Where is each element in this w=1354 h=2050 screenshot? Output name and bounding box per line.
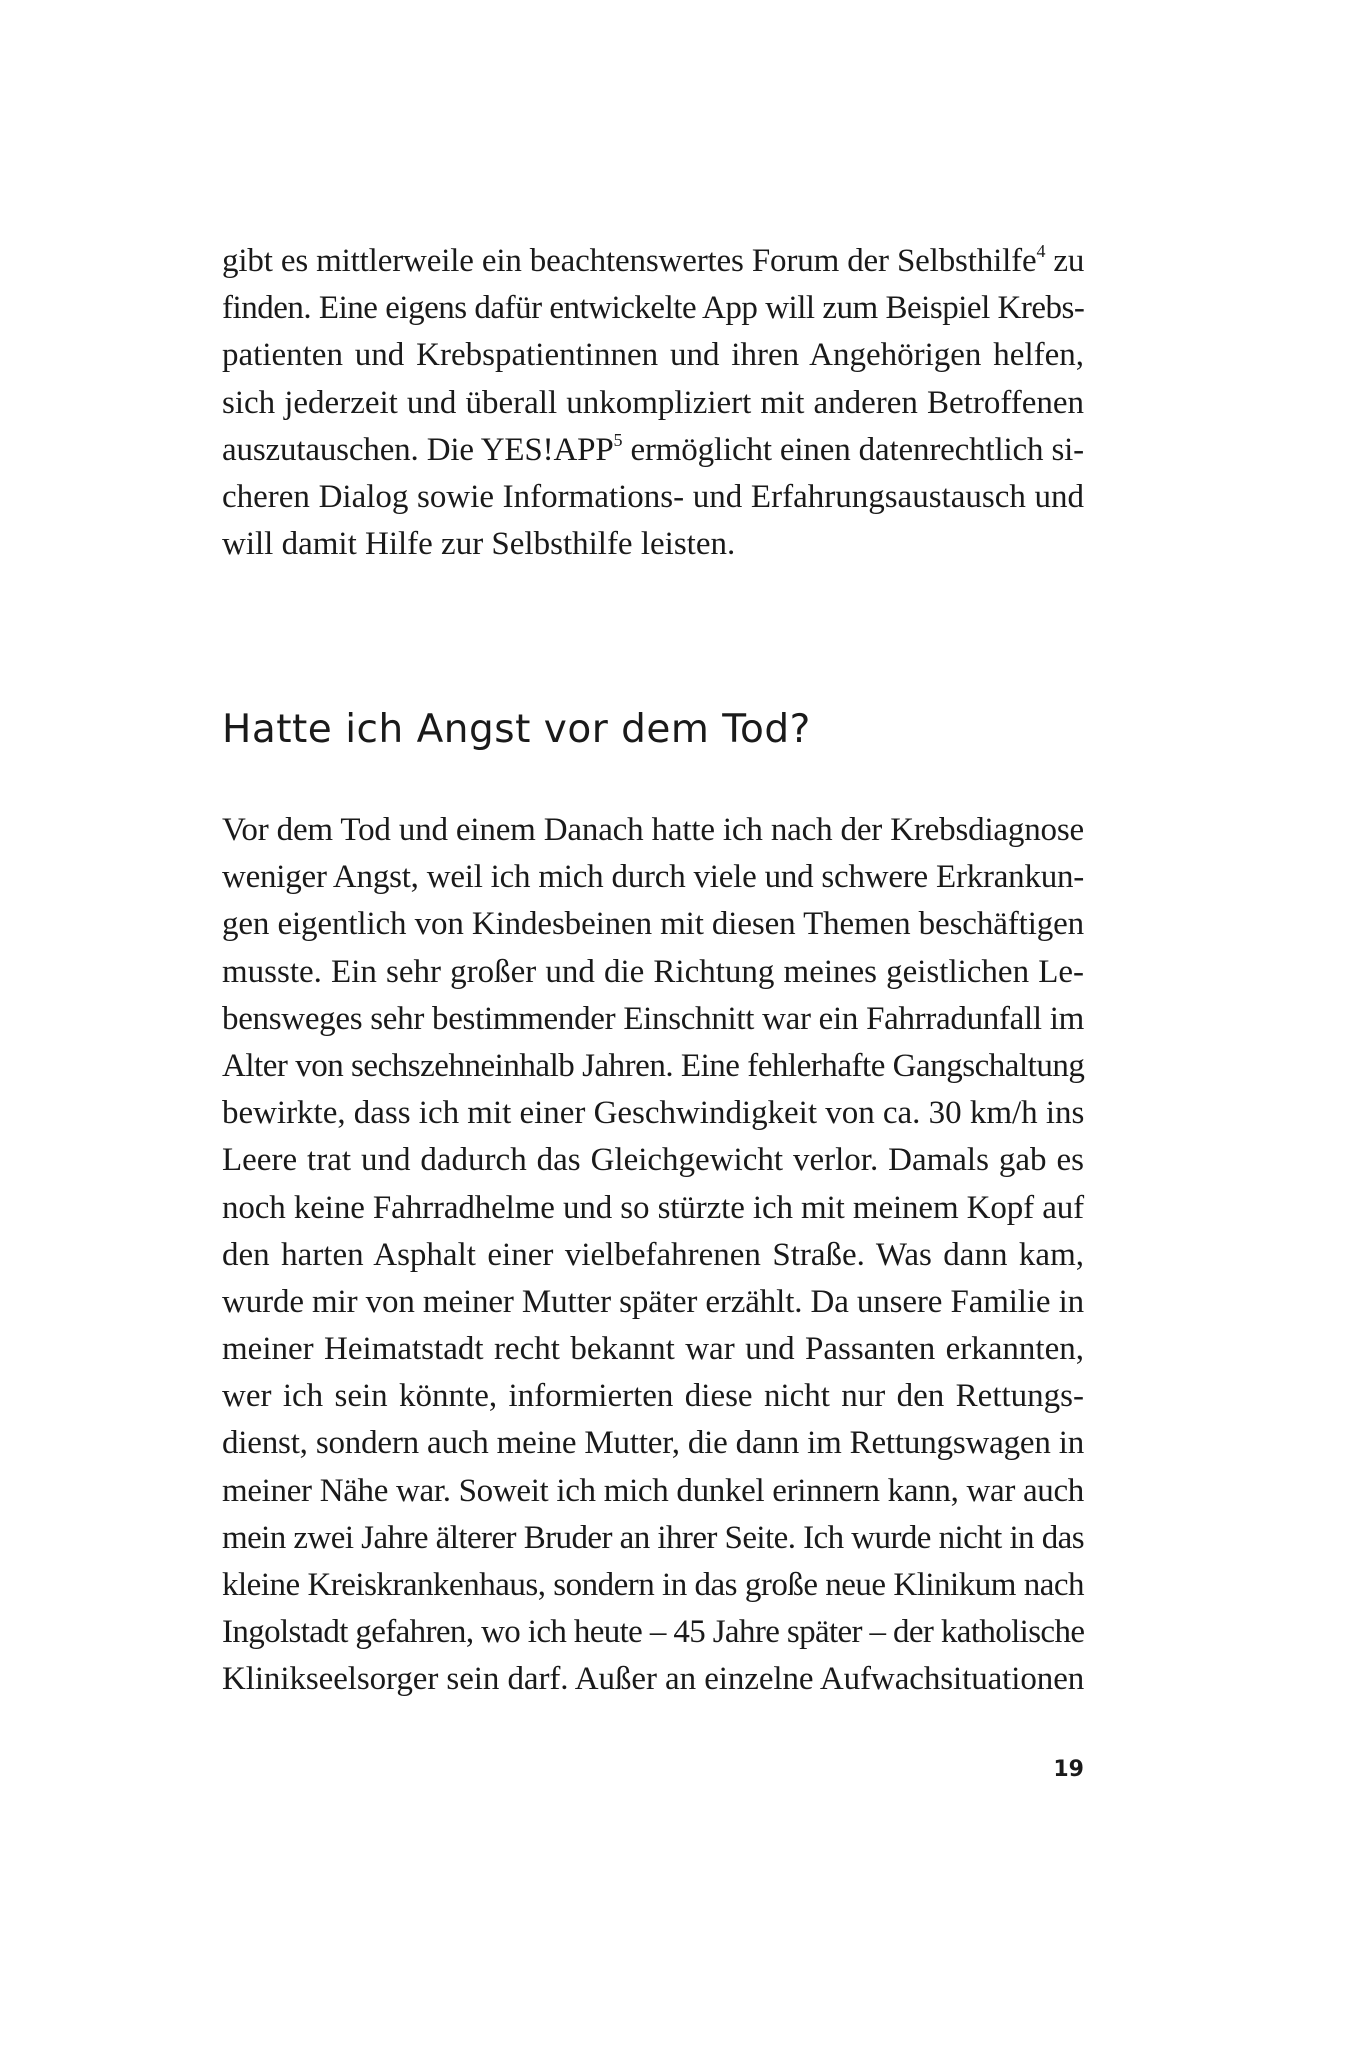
footnote-marker: 5 (613, 429, 623, 450)
text-line: Vor dem Tod und einem Danach hatte ich nach der Krebsdiagnose (222, 812, 1084, 848)
page-number: 19 (1053, 1757, 1084, 1782)
text-line: mein zwei Jahre älterer Bruder an ihrer Seite. Ich wurde nicht in das (222, 1519, 1084, 1556)
text-line: finden. Eine eigens dafür entwickelte App will zum Beispiel Krebs- (222, 290, 1085, 327)
text-line: wer ich sein könnte, informierten diese nicht nur den Rettungs- (222, 1378, 1084, 1415)
text-line: gen eigentlich von Kindesbeinen mit diesen Themen beschäftigen (222, 906, 1085, 943)
text-line: kleine Kreiskrankenhaus, sondern in das große neue Klinikum nach (222, 1567, 1084, 1603)
text-line: Ingolstadt gefahren, wo ich heute – 45 Jahre später – der katholische (222, 1614, 1085, 1651)
paragraph-angst-vor-dem-tod (222, 807, 1084, 1704)
text-line: will damit Hilfe zur Selbsthilfe leisten. (222, 526, 736, 563)
text-line: musste. Ein sehr großer und die Richtung meines geistlichen Le- (222, 953, 1084, 990)
text-line: patienten und Krebspatientinnen und ihren Angehörigen helfen, (222, 337, 1084, 374)
text-line: noch keine Fahrradhelme und so stürzte ich mit meinem Kopf auf (222, 1189, 1084, 1226)
text-line: den harten Asphalt einer vielbefahrenen Straße. Was dann kam, (222, 1236, 1084, 1273)
text-line: bensweges sehr bestimmender Einschnitt war ein Fahrradunfall im (222, 1000, 1084, 1037)
text-line: Leere trat und dadurch das Gleichgewicht verlor. Damals gab es (222, 1142, 1084, 1179)
text-line: sich jederzeit und überall unkompliziert mit anderen Betroffenen (222, 384, 1084, 421)
footnote-marker: 4 (1036, 241, 1046, 261)
text-line: wurde mir von meiner Mutter später erzählt. Da unsere Familie in (222, 1283, 1084, 1320)
text-line: auszutauschen. Die YES!APP$^5$ ermöglicht einen datenrechtlich si- (222, 429, 1084, 468)
text-line: weniger Angst, weil ich mich durch viele und schwere Erkrankun- (222, 859, 1085, 896)
text-line: meiner Nähe war. Soweit ich mich dunkel erinnern kann, war auch (222, 1472, 1084, 1509)
text-line: dienst, sondern auch meine Mutter, die dann im Rettungswagen in (222, 1425, 1084, 1462)
text-line: bewirkte, dass ich mit einer Geschwindigkeit von ca. 30 km/h ins (222, 1095, 1085, 1132)
text-line: gibt es mittlerweile ein beachtenswertes Forum der Selbsthilfe$^4$ zu (222, 241, 1085, 279)
paragraph-selbsthilfe (222, 238, 1084, 568)
text-line: meiner Heimatstadt recht bekannt war und Passanten erkannten, (222, 1331, 1084, 1368)
text-line: Klinikseelsorger sein darf. Außer an einzelne Aufwachsituationen (222, 1661, 1085, 1698)
section-heading: Hatte ich Angst vor dem Tod? (222, 707, 811, 752)
text-line: cheren Dialog sowie Informations- und Erfahrungsaustausch und (222, 478, 1084, 515)
text-line: Alter von sechszehneinhalb Jahren. Eine fehlerhafte Gangschaltung (222, 1047, 1085, 1084)
